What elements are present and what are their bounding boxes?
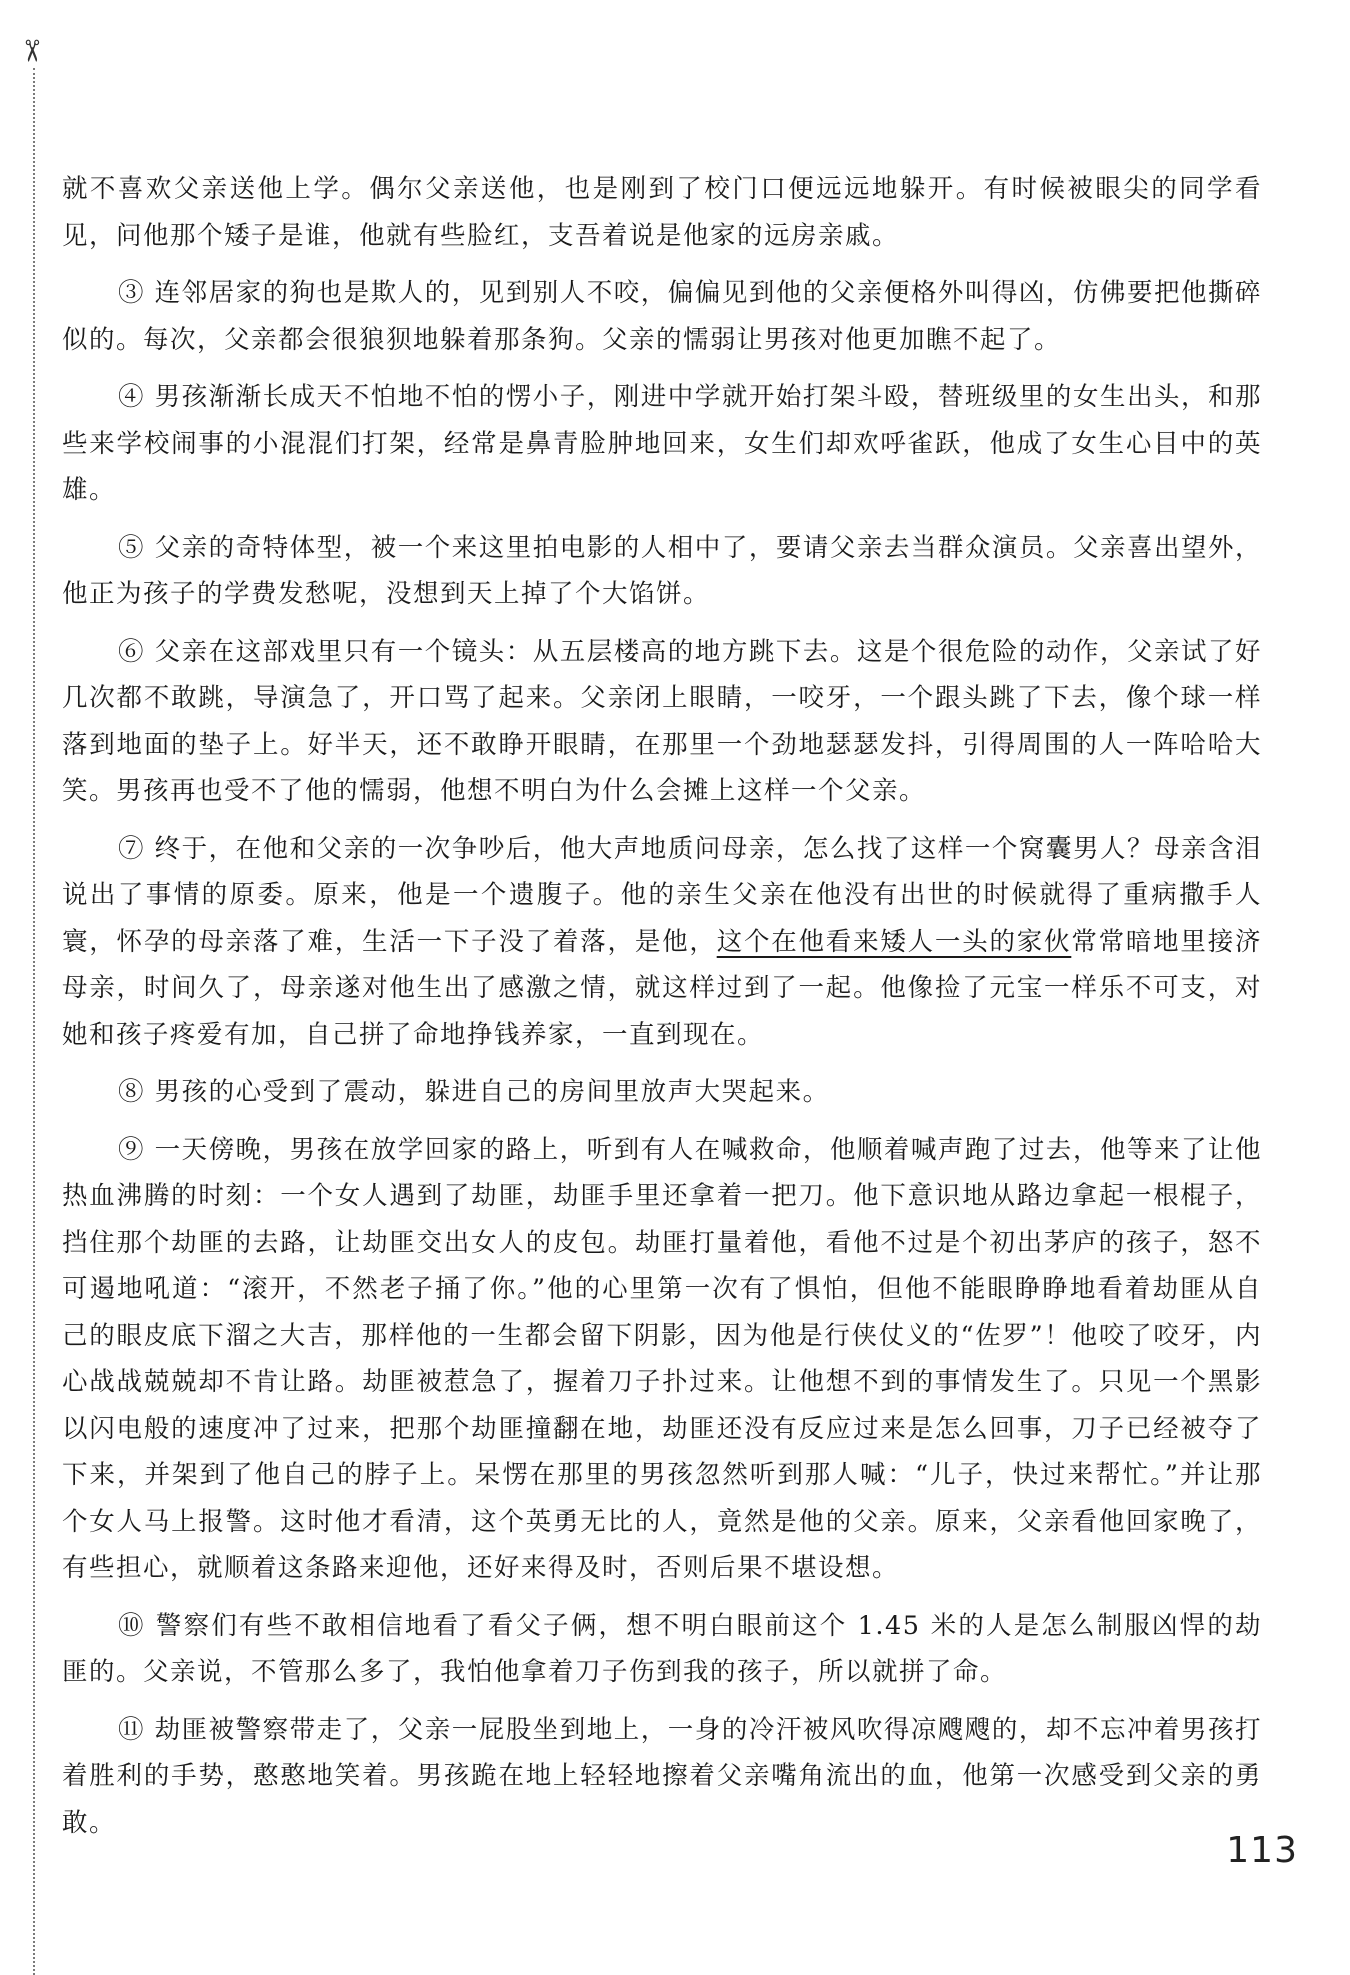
paragraph-continuation: 就不喜欢父亲送他上学。偶尔父亲送他，也是刚到了校门口便远远地躲开。有时候被眼尖的同学看见，问他那个矮子是谁，他就有些脸红，支吾着说是他家的远房亲戚。: [62, 174, 1262, 251]
paragraph-8: ⑧ 男孩的心受到了震动，躲进自己的房间里放声大哭起来。: [118, 1077, 830, 1107]
paragraph-5: ⑤ 父亲的奇特体型，被一个来这里拍电影的人相中了，要请父亲去当群众演员。父亲喜出望外，他正为孩子的学费发愁呢，没想到天上掉了个大馅饼。: [62, 532, 1262, 609]
paragraph-6: ⑥ 父亲在这部戏里只有一个镜头：从五层楼高的地方跳下去。这是个很危险的动作，父亲试了好几次都不敢跳，导演急了，开口骂了起来。父亲闭上眼睛，一咬牙，一个跟头跳了下去，像个球一样落到地面的垫子上。好半天，还不敢睁开眼睛，在那里一个劲地瑟瑟发抖，引得周围的人一阵哈哈大笑。男孩再也受不了他的懦弱，他想不明白为什么会摊上这样一个父亲。: [62, 636, 1262, 806]
paragraph-7: [62, 826, 1262, 1059]
scissors-icon: ✂: [13, 38, 49, 64]
article-body: [62, 166, 1262, 1857]
page-number: 113: [1226, 1830, 1298, 1871]
paragraph-11: ⑪ 劫匪被警察带走了，父亲一屁股坐到地上，一身的冷汗被风吹得凉飕飕的，却不忘冲着男孩打着胜利的手势，憨憨地笑着。男孩跪在地上轻轻地擦着父亲嘴角流出的血，他第一次感受到父亲的勇敢。: [62, 1714, 1262, 1838]
cut-line-dotted: [33, 68, 35, 1975]
paragraph-4: ④ 男孩渐渐长成天不怕地不怕的愣小子，刚进中学就开始打架斗殴，替班级里的女生出头，和那些来学校闹事的小混混们打架，经常是鼻青脸肿地回来，女生们却欢呼雀跃，他成了女生心目中的英雄。: [62, 382, 1262, 505]
paragraph-7-before: ⑦ 终于，在他和父亲的一次争吵后，他大声地质问母亲，怎么找了这样一个窝囊男人？母亲含泪说出了事情的原委。原来，他是一个遗腹子。他的亲生父亲在他没有出世的时候就得了重病撒手人寰，怀孕的母亲落了难，生活一下子没了着落，是他，: [62, 833, 1262, 957]
paragraph-9: ⑨ 一天傍晚，男孩在放学回家的路上，听到有人在喊救命，他顺着喊声跑了过去，他等来了让他热血沸腾的时刻：一个女人遇到了劫匪，劫匪手里还拿着一把刀。他下意识地从路边拿起一根棍子，挡住那个劫匪的去路，让劫匪交出女人的皮包。劫匪打量着他，看他不过是个初出茅庐的孩子，怒不可遏地吼道：“滚开，不然老子捅了你。”他的心里第一次有了惧怕，但他不能眼睁睁地看着劫匪从自己的眼皮底下溜之大吉，那样他的一生都会留下阴影，因为他是行侠仗义的“佐罗”！他咬了咬牙，内心战战兢兢却不肯让路。劫匪被惹急了，握着刀子扑过来。让他想不到的事情发生了。只见一个黑影以闪电般的速度冲了过来，把那个劫匪撞翻在地，劫匪还没有反应过来是怎么回事，刀子已经被夺了下来，并架到了他自己的脖子上。呆愣在那里的男孩忽然听到那人喊：“儿子，快过来帮忙。”并让那个女人马上报警。这时他才看清，这个英勇无比的人，竟然是他的父亲。原来，父亲看他回家晚了，有些担心，就顺着这条路来迎他，还好来得及时，否则后果不堪设想。: [62, 1134, 1262, 1583]
underlined-phrase: 这个在他看来矮人一头的家伙: [716, 926, 1072, 957]
paragraph-10: ⑩ 警察们有些不敢相信地看了看父子俩，想不明白眼前这个 1.45 米的人是怎么制服凶悍的劫匪的。父亲说，不管那么多了，我怕他拿着刀子伤到我的孩子，所以就拼了命。: [62, 1610, 1262, 1687]
paragraph-3: ③ 连邻居家的狗也是欺人的，见到别人不咬，偏偏见到他的父亲便格外叫得凶，仿佛要把他撕碎似的。每次，父亲都会很狼狈地躲着那条狗。父亲的懦弱让男孩对他更加瞧不起了。: [62, 278, 1262, 355]
paragraph-7-after: 常常暗地里接济母亲，时间久了，母亲遂对他生出了感激之情，就这样过到了一起。他像捡了元宝一样乐不可支，对她和孩子疼爱有加，自己拼了命地挣钱养家，一直到现在。: [62, 926, 1262, 1050]
